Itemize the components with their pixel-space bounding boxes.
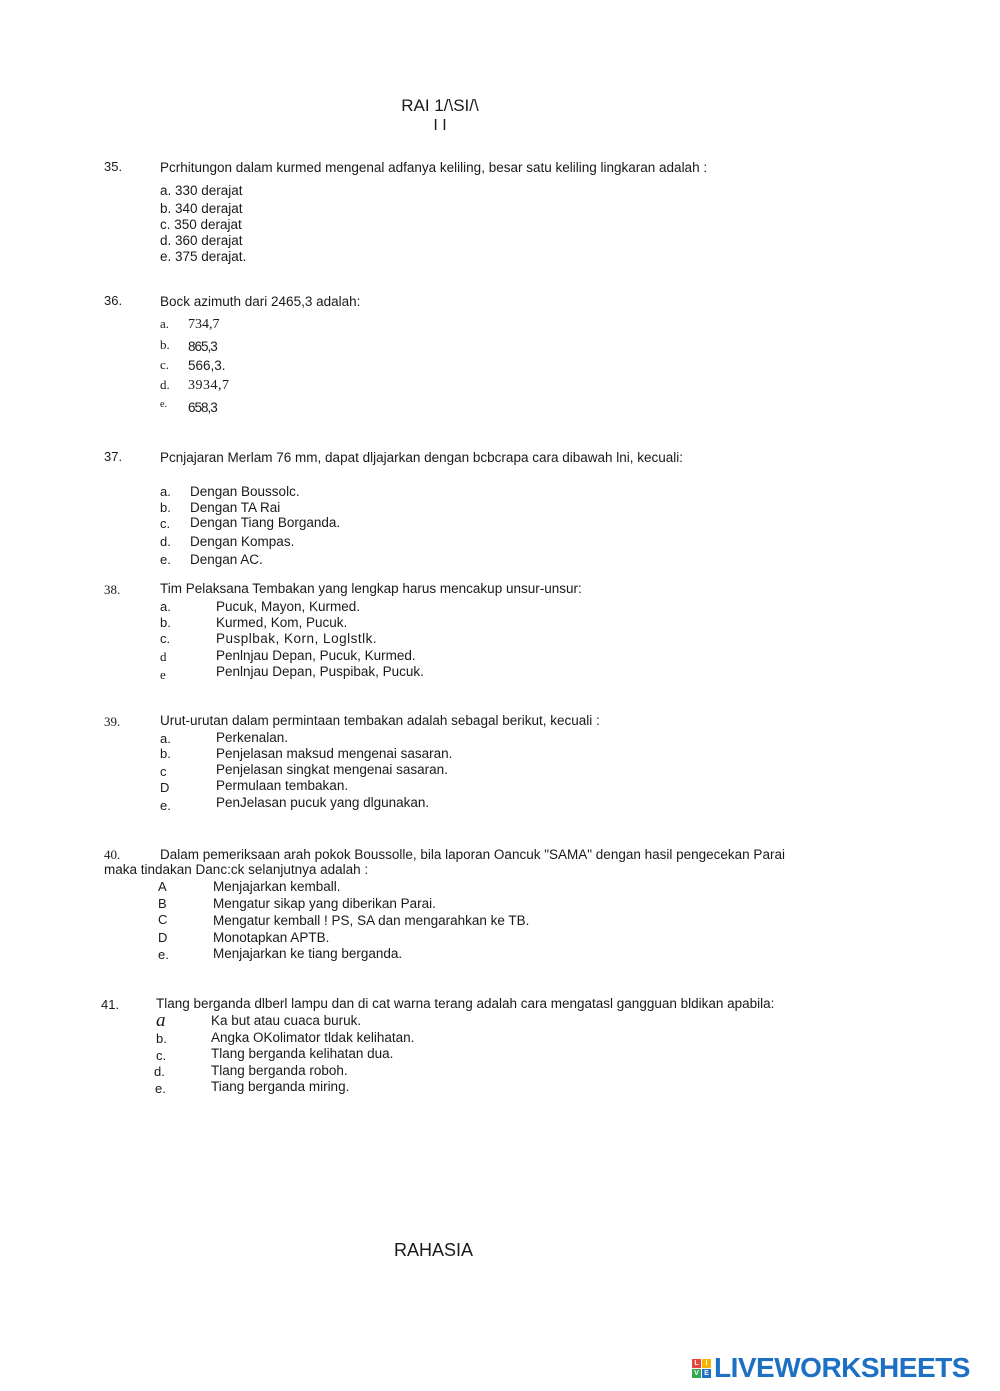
question-40-option-label: e.	[158, 947, 169, 962]
question-39-number: 39.	[104, 714, 121, 729]
question-41-option: Ka but atau cuaca buruk.	[211, 1013, 362, 1028]
question-37-option-label: d.	[160, 534, 171, 549]
logo-tile: E	[702, 1369, 711, 1378]
question-38-option-label: c.	[160, 631, 171, 646]
question-37-option: Dengan TA Rai	[190, 500, 281, 515]
question-36-option-label: c.	[160, 357, 170, 372]
question-36-option-label: a.	[160, 316, 170, 331]
liveworksheets-logo-icon	[692, 1359, 711, 1378]
question-36-text: Bock azimuth dari 2465,3 adalah:	[160, 294, 361, 309]
question-41-option-label: e.	[155, 1081, 166, 1096]
question-39-option-label: a.	[160, 731, 171, 746]
question-36-option: 566,3.	[188, 358, 226, 373]
question-38-option: Kurmed, Kom, Pucuk.	[216, 615, 348, 630]
question-39-option: Permulaan tembakan.	[216, 778, 349, 793]
question-36-number: 36.	[104, 293, 123, 308]
question-41-option: Tlang berganda kelihatan dua.	[211, 1046, 394, 1061]
question-41-option-label: b.	[156, 1031, 167, 1046]
question-39-option-label: b.	[160, 746, 171, 761]
logo-tile: V	[692, 1369, 701, 1378]
question-40-option-label: C	[158, 912, 168, 927]
question-38-option-label: e	[160, 667, 166, 682]
question-36-option: 865,3	[188, 339, 217, 354]
question-39-option: Perkenalan.	[216, 730, 289, 745]
header-line1: RAI 1/\SI/\	[401, 96, 479, 115]
question-39-option: Penjelasan maksud mengenai sasaran.	[216, 746, 453, 761]
question-35-option: d. 360 derajat	[160, 233, 243, 248]
question-36-option-label: e.	[160, 399, 167, 410]
question-39-option-label: c	[160, 764, 167, 779]
question-37-option: Dengan Tiang Borganda.	[190, 515, 341, 530]
question-40-number: 40.	[104, 847, 121, 862]
question-38-option-label: a.	[160, 599, 171, 614]
question-39-option: PenJelasan pucuk yang dlgunakan.	[216, 795, 430, 810]
question-40-text-line2: maka tindakan Danc:ck selanjutnya adalah :	[104, 862, 369, 877]
question-35-option: b. 340 derajat	[160, 201, 243, 216]
question-40-option: Monotapkan APTB.	[213, 930, 330, 945]
question-41-option-label: a	[156, 1010, 166, 1031]
logo-tile: I	[702, 1359, 711, 1368]
question-38-option: Penlnjau Depan, Pucuk, Kurmed.	[216, 648, 416, 663]
question-35-text: Pcrhitungon dalam kurmed mengenal adfanya keliling, besar satu keliling lingkaran adalah :	[160, 160, 708, 175]
question-36-option: 658,3	[188, 400, 217, 415]
question-41-option: Angka OKolimator tldak kelihatan.	[211, 1030, 415, 1045]
question-37-number: 37.	[104, 449, 123, 464]
question-38-option-label: d	[160, 649, 167, 664]
question-38-text: Tim Pelaksana Tembakan yang lengkap harus mencakup unsur-unsur:	[160, 581, 582, 596]
question-37-option-label: e.	[160, 552, 171, 567]
question-40-option-label: D	[158, 930, 168, 945]
question-38-number: 38.	[104, 582, 121, 597]
question-41-option: Tiang berganda miring.	[211, 1079, 350, 1094]
question-41-option: Tlang berganda roboh.	[211, 1063, 348, 1078]
question-36-option: 3934,7	[188, 378, 230, 393]
question-39-text: Urut-urutan dalam permintaan tembakan adalah sebagal berikut, kecuali :	[160, 713, 600, 728]
question-35-option: a. 330 derajat	[160, 183, 243, 198]
question-36-option-label: d.	[160, 377, 170, 392]
question-37-option: Dengan AC.	[190, 552, 263, 567]
question-38-option: Pucuk, Mayon, Kurmed.	[216, 599, 361, 614]
question-38-option-label: b.	[160, 615, 171, 630]
question-41-number: 41.	[101, 997, 120, 1012]
question-35-option: c. 350 derajat	[160, 217, 242, 232]
question-40-option-label: A	[158, 879, 167, 894]
question-38-option: Pusplbak, Korn, Loglstlk.	[216, 631, 378, 646]
question-40-option: Menjajarkan kemball.	[213, 879, 341, 894]
question-37-option-label: c.	[160, 516, 171, 531]
question-39-option: Penjelasan singkat mengenai sasaran.	[216, 762, 448, 777]
question-41-option-label: c.	[156, 1048, 167, 1063]
question-40-option: Mengatur sikap yang diberikan Parai.	[213, 896, 436, 911]
question-37-option: Dengan Boussolc.	[190, 484, 300, 499]
question-41-option-label: d.	[154, 1064, 165, 1079]
logo-tile: L	[692, 1359, 701, 1368]
question-39-option-label: D	[160, 780, 170, 795]
header-line2: I I	[433, 117, 447, 134]
question-36-option: 734,7	[188, 317, 220, 332]
question-35-option: e. 375 derajat.	[160, 249, 247, 264]
question-37-text: Pcnjajaran Merlam 76 mm, dapat dljajarkan dengan bcbcrapa cara dibawah lni, kecuali:	[160, 450, 684, 465]
footer-classification: RAHASIA	[394, 1240, 474, 1260]
question-40-option: Menjajarkan ke tiang berganda.	[213, 946, 403, 961]
question-37-option-label: a.	[160, 484, 171, 499]
question-40-option-label: B	[158, 896, 167, 911]
question-40-text: Dalam pemeriksaan arah pokok Boussolle, bila laporan Oancuk "SAMA" dengan hasil pengecekan Parai	[160, 847, 785, 862]
question-38-option: Penlnjau Depan, Puspibak, Pucuk.	[216, 664, 424, 679]
question-39-option-label: e.	[160, 798, 171, 813]
question-37-option-label: b.	[160, 500, 171, 515]
question-37-option: Dengan Kompas.	[190, 534, 295, 549]
question-36-option-label: b.	[160, 337, 170, 352]
watermark-text: LIVEWORKSHEETS	[714, 1352, 970, 1383]
liveworksheets-watermark	[692, 1352, 970, 1384]
question-40-option: Mengatur kemball ! PS, SA dan mengarahkan ke TB.	[213, 913, 530, 928]
question-35-number: 35.	[104, 159, 123, 174]
question-41-text: Tlang berganda dlberl lampu dan di cat warna terang adalah cara mengatasl gangguan bldikan apabila:	[156, 996, 775, 1011]
